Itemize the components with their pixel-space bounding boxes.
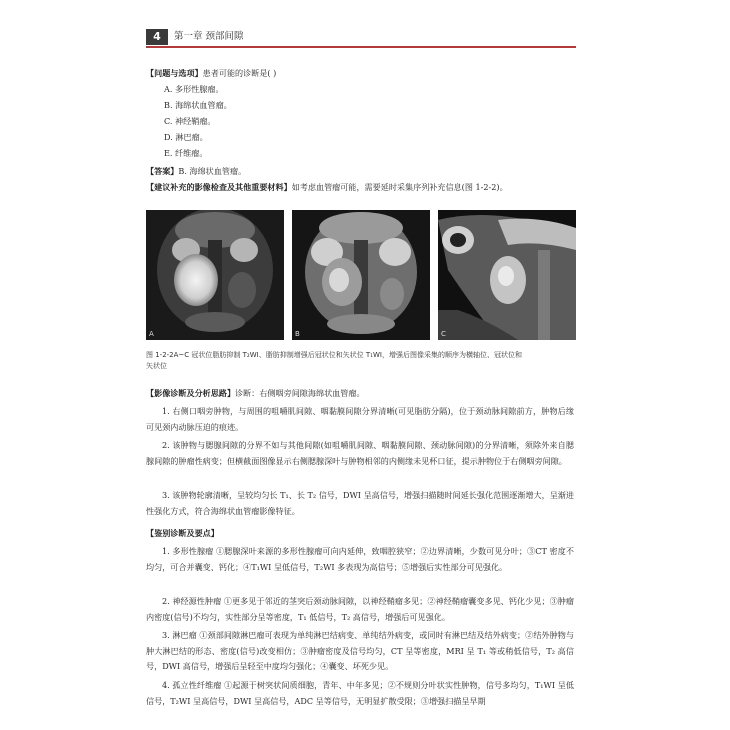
figure-panel-c bbox=[438, 210, 576, 340]
mri-coronal-t1-contrast-image bbox=[292, 210, 430, 340]
option-b: B. 海绵状血管瘤。 bbox=[164, 100, 232, 110]
analysis-diagnosis: 诊断：右侧咽旁间隙海绵状血管瘤。 bbox=[235, 388, 365, 398]
differential-point-2: 2. 神经源性肿瘤 ①更多见于邻近的茎突后颈动脉间隙，以神经鞘瘤多见；②神经鞘瘤囊变多见、钙化少见；③肿瘤内密度(信号)不均匀，实性部分呈等密度，T₁ 低信号，T₂ 高信号，增强后可见强化。 bbox=[146, 596, 574, 622]
differential-label: 【鉴别诊断及要点】 bbox=[146, 528, 219, 538]
book-page bbox=[146, 26, 576, 704]
analysis-point-1: 1. 右侧口咽旁肿物，与周围的咀嚼肌间隙、咽黏膜间隙分界清晰(可见脂肪分隔)，位于颈动脉间隙前方，肿物后缘可见颈内动脉压迫的痕迹。 bbox=[146, 406, 574, 432]
differential-point-4: 4. 孤立性纤维瘤 ①起源于树突状间质细胞，青年、中年多见；②不规则分叶状实性肿物，信号多均匀，T₁WI 呈低信号，T₂WI 呈高信号，DWI 呈高信号，ADC 呈等信号，无明显扩散受限；③增强扫描呈早期 bbox=[146, 680, 574, 706]
analysis-point-2: 2. 该肿物与腮腺间隙的分界不如与其他间隙(如咀嚼肌间隙、咽黏膜间隙、颈动脉间隙)的分界清晰，须除外来自腮腺间隙的肿瘤性病变；但横截面图像显示右侧腮腺深叶与肿物相邻的内侧缘未见杯口征，提示肿物位于右侧咽旁间隙。 bbox=[146, 440, 574, 466]
analysis-label: 【影像诊断及分析思路】 bbox=[146, 388, 236, 398]
mri-coronal-t2-image bbox=[146, 210, 284, 340]
answer-line bbox=[146, 164, 576, 178]
figure-panel-b bbox=[292, 210, 430, 340]
answer-text: B. 海绵状血管瘤。 bbox=[178, 166, 247, 176]
panel-label-c: C bbox=[441, 330, 446, 338]
question-label: 【问题与选项】 bbox=[146, 68, 203, 78]
suggest-label: 【建议补充的影像检查及其他重要材料】 bbox=[146, 182, 292, 192]
figure-panel-a bbox=[146, 210, 284, 340]
page-header bbox=[146, 26, 576, 48]
page-number: 4 bbox=[146, 29, 168, 45]
suggest-line bbox=[146, 180, 576, 194]
analysis-point-3: 3. 该肿物轮廓清晰，呈较均匀长 T₁、长 T₂ 信号，DWI 呈高信号，增强扫描随时间延长强化范围逐渐增大，呈渐进性强化方式，符合海绵状血管瘤影像特征。 bbox=[146, 490, 575, 516]
option-d: D. 淋巴瘤。 bbox=[164, 132, 208, 142]
panel-label-a: A bbox=[149, 330, 154, 338]
question-line bbox=[146, 66, 576, 80]
figure-caption bbox=[146, 350, 576, 372]
option-e: E. 纤维瘤。 bbox=[164, 148, 208, 158]
caption-line-1: 图 1-2-2A~C 冠状位脂肪抑制 T₂WI、脂肪抑制增强后冠状位和矢状位 T₁WI，增强后图像采集的顺序为横轴位、冠状位和 bbox=[146, 351, 522, 359]
mri-sagittal-t1-contrast-image bbox=[438, 210, 576, 340]
caption-line-2: 矢状位 bbox=[146, 362, 167, 370]
answer-label: 【答案】 bbox=[146, 166, 179, 176]
differential-point-3: 3. 淋巴瘤 ①颈部间隙淋巴瘤可表现为单纯淋巴结病变、单纯结外病变，或同时有淋巴结及结外病变；②结外肿物与肿大淋巴结的形态、密度(信号)改变相仿；③肿瘤密度及信号均匀，CT 呈等密度，MRI 呈 T₁ 等或稍低信号，T₂ 高信号，DWI 高信号，增强后呈轻至中度均匀强化；④囊变、坏死少见。 bbox=[146, 630, 574, 672]
chapter-title: 第一章 颈部间隙 bbox=[174, 31, 244, 42]
analysis-heading bbox=[146, 386, 576, 400]
differential-point-1: 1. 多形性腺瘤 ①腮腺深叶来源的多形性腺瘤可向内延伸，致咽腔狭窄；②边界清晰，少数可见分叶；③CT 密度不均匀，可合并囊变、钙化；④T₁WI 呈低信号，T₂WI 多表现为高信号；⑤增强后实性部分可见强化。 bbox=[146, 546, 574, 572]
panel-label-b: B bbox=[295, 330, 300, 338]
option-a: A. 多形性腺瘤。 bbox=[164, 84, 224, 94]
differential-heading bbox=[146, 526, 576, 540]
question-text: 患者可能的诊断是( ) bbox=[202, 68, 277, 78]
suggest-text: 如考虑血管瘤可能，需要延时采集序列补充信息(图 1-2-2)。 bbox=[291, 182, 508, 192]
header-rule bbox=[146, 46, 576, 48]
option-c: C. 神经鞘瘤。 bbox=[164, 116, 216, 126]
